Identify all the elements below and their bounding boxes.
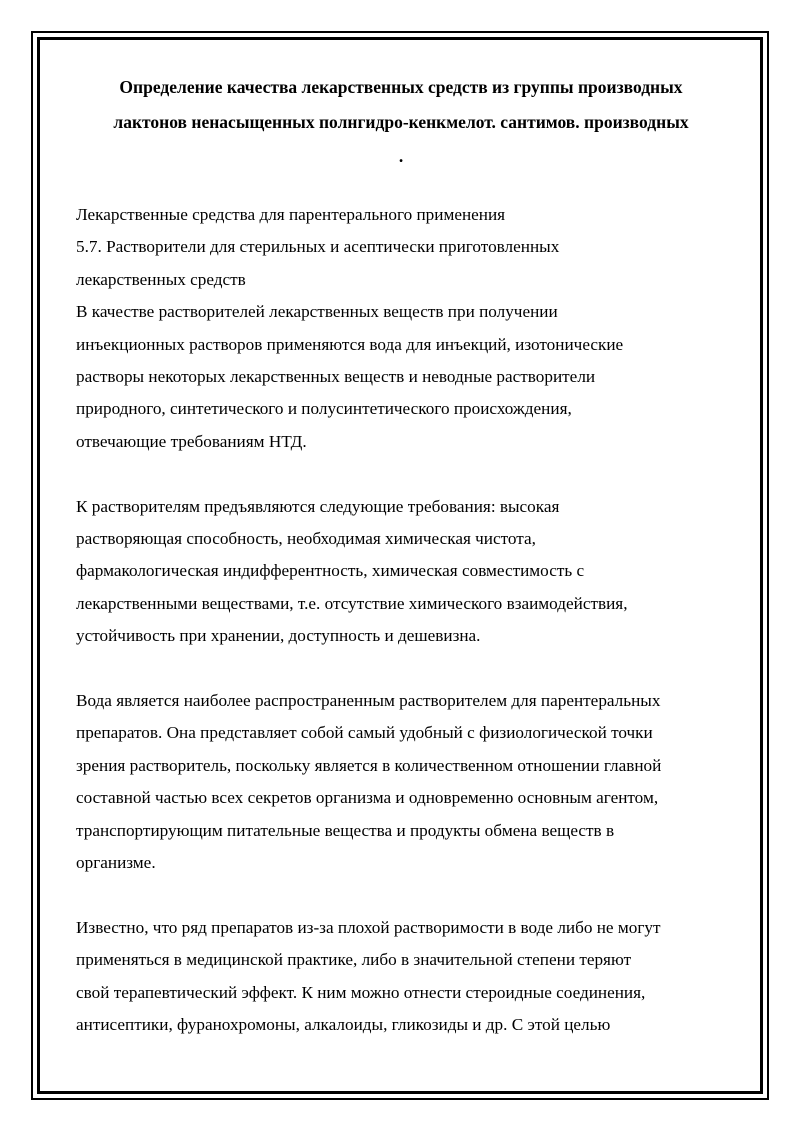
text-line: Известно, что ряд препаратов из-за плохой растворимости в воде либо не могут	[76, 917, 661, 937]
paragraph-gap	[76, 880, 726, 912]
text-line: Лекарственные средства для парентерального применения	[76, 205, 506, 224]
paragraph-gap	[76, 653, 726, 685]
paragraph-1	[76, 199, 726, 458]
text-line: транспортирующим питательные вещества и продукты обмена веществ в	[76, 820, 615, 840]
text-line: В качестве растворителей лекарственных веществ при получении	[76, 302, 558, 322]
text-line: зрения растворитель, поскольку является в количественном отношении главной	[76, 755, 662, 775]
text-line: К растворителям предъявляются следующие требования: высокая	[76, 496, 560, 516]
text-line: фармакологическая индифферентность, химическая совместимость с	[76, 561, 585, 581]
paragraph-2	[76, 491, 726, 653]
title-line: Определение качества лекарственных средств из группы производных	[119, 77, 683, 97]
text-line: составной частью всех секретов организма и одновременно основным агентом,	[76, 788, 659, 808]
text-line: лекарственных средств	[76, 269, 246, 289]
document-body	[76, 199, 726, 1042]
text-line: свой терапевтический эффект. К ним можно отнести стероидные соединения,	[76, 982, 646, 1002]
text-line: 5.7. Растворители для стерильных и асептически приготовленных	[76, 237, 560, 257]
text-line: растворы некоторых лекарственных веществ и неводные растворители	[76, 367, 596, 387]
text-line: организме.	[76, 853, 156, 873]
paragraph-gap	[76, 458, 726, 490]
text-line: Вода является наиболее распространенным растворителем для парентеральных	[76, 691, 661, 711]
title-dot: .	[398, 146, 404, 166]
document-title	[76, 70, 726, 172]
text-line: отвечающие требованиям НТД.	[76, 431, 307, 451]
text-line: антисептики, фуранохромоны, алкалоиды, гликозиды и др. С этой целью	[76, 1015, 611, 1035]
text-line: природного, синтетического и полусинтетического происхождения,	[76, 399, 572, 419]
text-line: препаратов. Она представляет собой самый удобный с физиологической точки	[76, 723, 653, 743]
text-line: инъекционных растворов применяются вода для инъекций, изотонические	[76, 334, 624, 354]
text-line: устойчивость при хранении, доступность и дешевизна.	[76, 626, 481, 646]
paragraph-3	[76, 685, 726, 879]
paragraph-4	[76, 912, 726, 1042]
document-content	[76, 70, 726, 1042]
text-line: растворяющая способность, необходимая химическая чистота,	[76, 529, 536, 549]
title-line: лактонов ненасыщенных полнгидро-кенкмелот. сантимов. производных	[113, 112, 689, 132]
text-line: применяться в медицинской практике, либо в значительной степени теряют	[76, 950, 632, 970]
text-line: лекарственными веществами, т.е. отсутствие химического взаимодействия,	[76, 593, 628, 613]
